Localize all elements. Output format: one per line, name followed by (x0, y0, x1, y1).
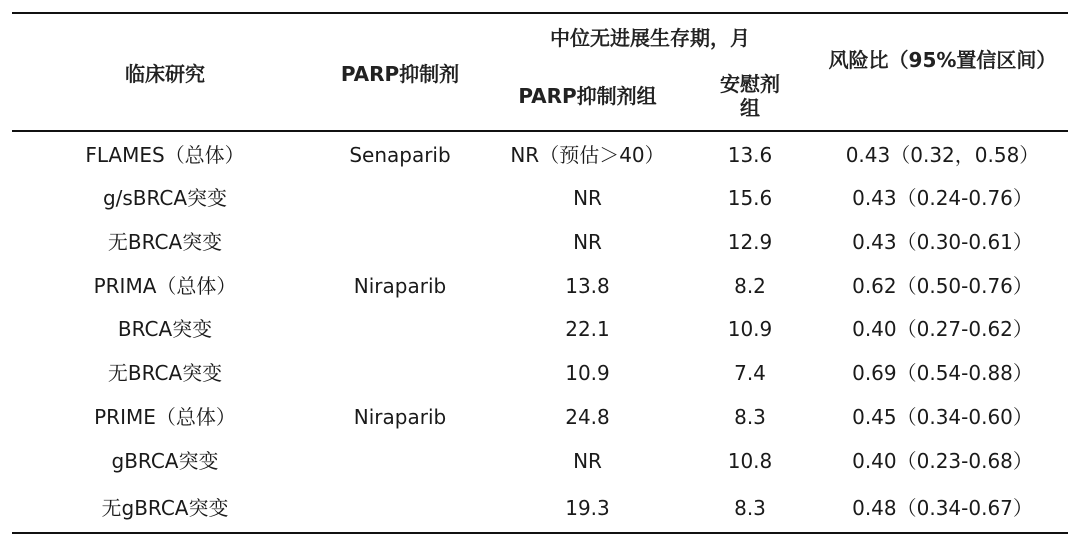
cell-placebo-arm: 12.9 (727, 230, 773, 254)
cell-placebo-arm: 15.6 (727, 186, 773, 210)
cell-hazard-ratio: 0.43（0.24-0.76） (852, 186, 1033, 210)
cell-study: 无BRCA突变 (107, 361, 223, 385)
cell-study: 无BRCA突变 (107, 230, 223, 254)
cell-placebo-arm: 8.3 (734, 496, 766, 520)
cell-study: PRIMA（总体） (93, 274, 237, 298)
cell-placebo-arm: 8.3 (734, 405, 766, 429)
cell-parp-arm: 22.1 (565, 317, 610, 341)
header-study: 临床研究 (125, 62, 205, 86)
cell-placebo-arm: 13.6 (727, 143, 773, 167)
cell-hazard-ratio: 0.40（0.27-0.62） (852, 317, 1033, 341)
cell-study: gBRCA突变 (111, 449, 219, 473)
header-arm-placebo: 安慰剂组 (720, 72, 780, 120)
cell-parp-arm: NR (573, 230, 602, 254)
cell-placebo-arm: 8.2 (734, 274, 766, 298)
cell-study: PRIME（总体） (94, 405, 236, 429)
header-hazard-ratio: 风险比（95%置信区间） (828, 48, 1057, 72)
cell-hazard-ratio: 0.45（0.34-0.60） (852, 405, 1033, 429)
cell-hazard-ratio: 0.40（0.23-0.68） (852, 449, 1033, 473)
cell-placebo-arm: 10.8 (727, 449, 773, 473)
cell-agent: Niraparib (353, 274, 447, 298)
cell-study: BRCA突变 (117, 317, 213, 341)
bottom-rule (12, 532, 1068, 534)
header-rule (12, 130, 1068, 132)
cell-study: FLAMES（总体） (85, 143, 245, 167)
cell-agent: Senaparib (349, 143, 451, 167)
cell-agent: Niraparib (353, 405, 447, 429)
cell-parp-arm: 10.9 (565, 361, 610, 385)
cell-parp-arm: NR (573, 186, 602, 210)
cell-parp-arm: 24.8 (565, 405, 610, 429)
cell-parp-arm: 19.3 (565, 496, 610, 520)
cell-hazard-ratio: 0.43（0.32，0.58） (845, 143, 1040, 167)
cell-study: g/sBRCA突变 (102, 186, 228, 210)
header-agent: PARP抑制剂 (340, 62, 460, 86)
top-rule (12, 12, 1068, 14)
cell-hazard-ratio: 0.62（0.50-0.76） (852, 274, 1033, 298)
cell-study: 无gBRCA突变 (101, 496, 229, 520)
cell-hazard-ratio: 0.48（0.34-0.67） (852, 496, 1033, 520)
cell-parp-arm: NR（预估＞40） (510, 143, 665, 167)
cell-placebo-arm: 7.4 (734, 361, 766, 385)
cell-placebo-arm: 10.9 (727, 317, 773, 341)
cell-hazard-ratio: 0.43（0.30-0.61） (852, 230, 1033, 254)
header-arm-parp: PARP抑制剂组 (518, 84, 657, 108)
header-mpfs: 中位无进展生存期，月 (550, 26, 750, 50)
cell-parp-arm: NR (573, 449, 602, 473)
cell-parp-arm: 13.8 (565, 274, 610, 298)
cell-hazard-ratio: 0.69（0.54-0.88） (852, 361, 1033, 385)
